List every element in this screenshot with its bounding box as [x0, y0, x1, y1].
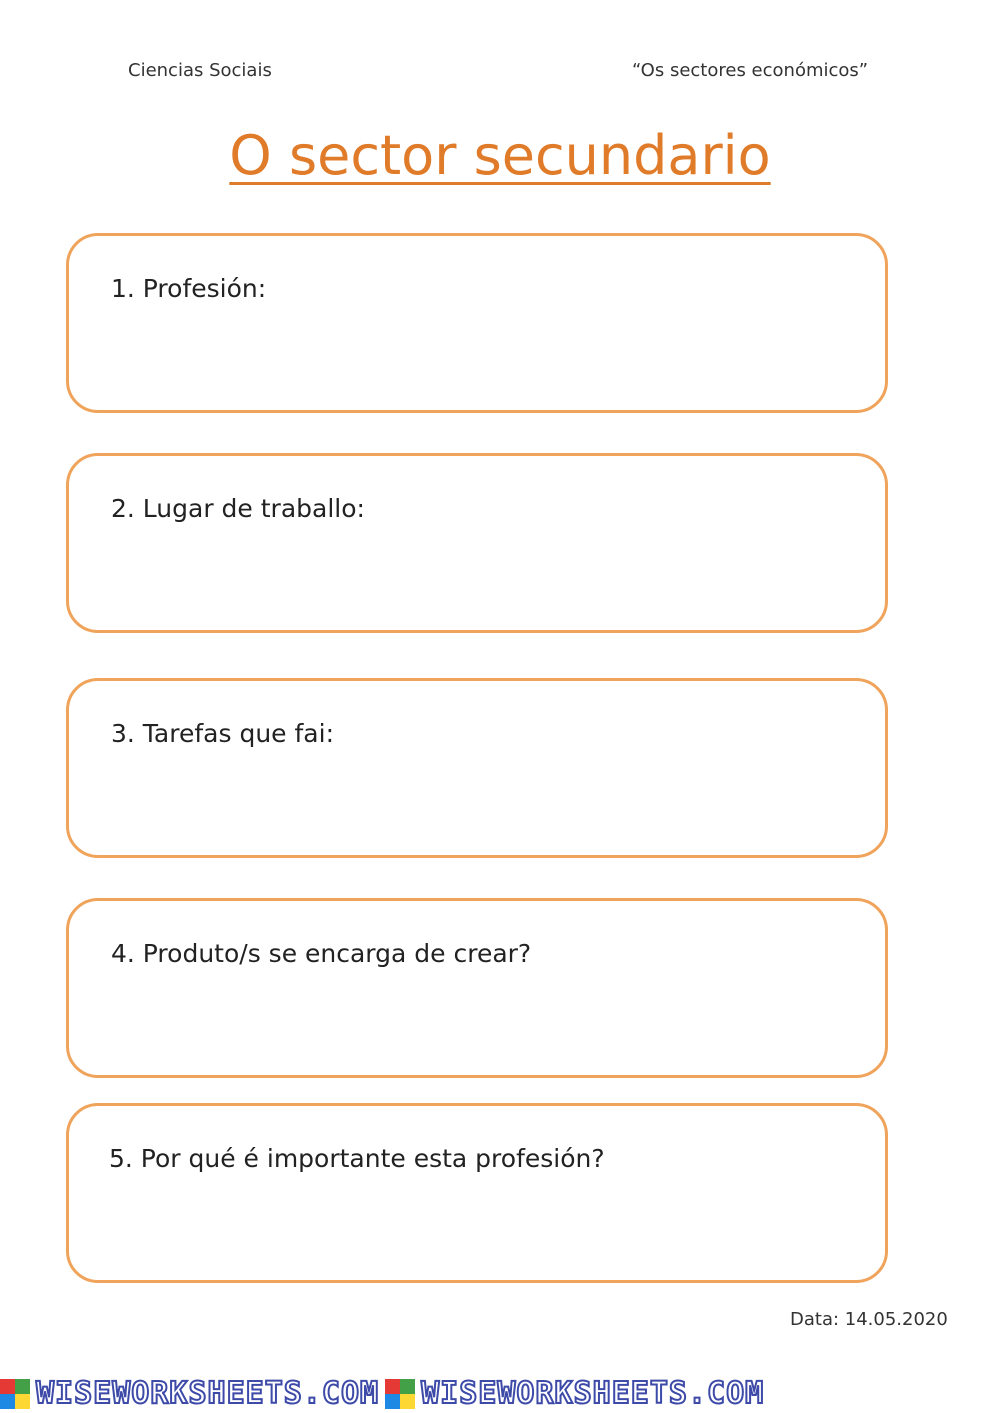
question-box-4[interactable]	[66, 898, 888, 1078]
question-label-1: 1. Profesión:	[111, 274, 267, 303]
header-topic: “Os sectores económicos”	[632, 60, 869, 81]
watermark-logo-icon	[385, 1379, 415, 1409]
logo-square	[385, 1379, 400, 1394]
watermark-text: WISEWORKSHEETS.COM	[421, 1376, 765, 1411]
question-box-3[interactable]	[66, 678, 888, 858]
question-label-5: 5. Por qué é importante esta profesión?	[109, 1144, 605, 1173]
question-label-2: 2. Lugar de traballo:	[111, 494, 365, 523]
page-title	[0, 124, 1000, 187]
logo-square	[15, 1379, 30, 1394]
watermark-text: WISEWORKSHEETS.COM	[36, 1376, 380, 1411]
question-label-3: 3. Tarefas que fai:	[111, 719, 334, 748]
logo-square	[0, 1394, 15, 1409]
watermark-logo-icon	[0, 1379, 30, 1409]
logo-square	[400, 1394, 415, 1409]
watermark-footer	[0, 1374, 1000, 1413]
question-box-2[interactable]	[66, 453, 888, 633]
question-box-1[interactable]	[66, 233, 888, 413]
watermark	[0, 1376, 379, 1411]
logo-square	[400, 1379, 415, 1394]
header-subject: Ciencias Sociais	[128, 60, 272, 81]
watermark	[385, 1376, 764, 1411]
logo-square	[15, 1394, 30, 1409]
page-title-text: O sector secundario	[229, 124, 771, 187]
logo-square	[0, 1379, 15, 1394]
date-label: Data: 14.05.2020	[790, 1309, 948, 1330]
logo-square	[385, 1394, 400, 1409]
question-box-5[interactable]	[66, 1103, 888, 1283]
question-label-4: 4. Produto/s se encarga de crear?	[111, 939, 532, 968]
